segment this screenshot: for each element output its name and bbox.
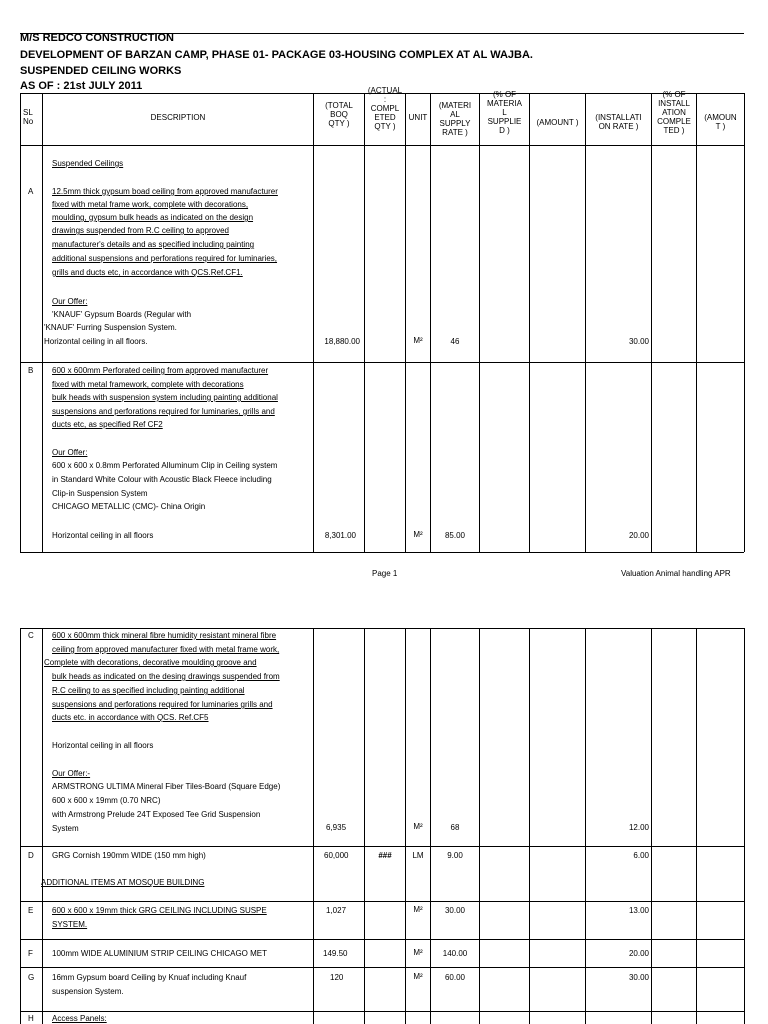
offer-line: Clip-in Suspension System: [52, 489, 148, 498]
col-header-total-boq: (TOTAL BOQ QTY ): [325, 101, 353, 128]
offer-label: Our Offer:-: [52, 769, 91, 778]
item-desc-line: 600 x 600mm thick mineral fibre humidity resistant mineral fibre: [52, 631, 277, 640]
item-desc-line: Access Panels:: [52, 1014, 107, 1023]
item-completed: ###: [378, 851, 392, 860]
table2-col-line: [744, 628, 745, 1024]
item-qty: 6,935: [326, 823, 347, 832]
table1-col-line: [405, 93, 406, 552]
company-name: M/S REDCO CONSTRUCTION: [20, 32, 174, 44]
col-header-material-pct: (% OF MATERIA L SUPPLIE D ): [487, 90, 522, 135]
item-install-rate: 30.00: [628, 337, 649, 346]
table2-col-line: [313, 628, 314, 1024]
offer-line: System: [52, 824, 79, 833]
item-sl: F: [28, 949, 33, 958]
item-material-rate: 140.00: [442, 949, 468, 958]
table1-col-line: [744, 93, 745, 552]
section-title: ADDITIONAL ITEMS AT MOSQUE BUILDING: [41, 878, 205, 887]
offer-line: 'KNAUF' Gypsum Boards (Regular with: [52, 310, 192, 319]
item-sl: G: [28, 973, 35, 982]
item-desc-line: moulding, gypsum bulk heads as indicated on the design: [52, 213, 254, 222]
item-material-rate: 68: [450, 823, 460, 832]
offer-line: 600 x 600 x 0.8mm Perforated Alluminum Clip in Ceiling system: [52, 461, 278, 470]
table1-row-a-bottom: [20, 362, 744, 363]
item-unit: M²: [413, 822, 423, 831]
table1-header-bottom: [20, 145, 744, 146]
table2-col-line: [42, 628, 43, 1024]
item-sl: A: [28, 187, 34, 196]
footer-file-name: Valuation Animal handling APR: [621, 569, 731, 578]
item-unit: M²: [413, 530, 423, 539]
item-material-rate: 85.00: [444, 531, 466, 540]
item-desc-line: Horizontal ceiling in all floors.: [44, 337, 148, 346]
item-install-rate: 12.00: [628, 823, 649, 832]
item-desc-line: grills and ducts etc, in accordance with QCS.Ref.CF1.: [52, 268, 243, 277]
table1-border-bottom: [20, 552, 744, 553]
offer-line: CHICAGO METALLIC (CMC)- China Origin: [52, 502, 206, 511]
table2-row-line: [20, 901, 744, 902]
col-header-unit: UNIT: [408, 113, 428, 122]
table1-col-line: [364, 93, 365, 552]
item-desc-line: ceiling from approved manufacturer fixed with metal frame work,: [52, 645, 280, 654]
table2-row-line: [20, 967, 744, 968]
item-desc-line: 12.5mm thick gypsum boad ceiling from approved manufacturer: [52, 187, 278, 196]
table1-col-line: [479, 93, 480, 552]
item-install-rate: 20.00: [628, 531, 649, 540]
table1-col-line: [696, 93, 697, 552]
table2-row-line: [20, 939, 744, 940]
item-sl: E: [28, 906, 34, 915]
item-material-rate: 60.00: [444, 973, 466, 982]
item-desc-line: 16mm Gypsum board Ceiling by Knuaf including Knauf: [52, 973, 247, 982]
item-desc-line: GRG Cornish 190mm WIDE (150 mm high): [52, 851, 206, 860]
item-desc-line: ducts etc, as specified Ref CF2: [52, 420, 163, 429]
item-sl: H: [28, 1014, 34, 1023]
table2-col-line: [529, 628, 530, 1024]
item-unit: M²: [413, 336, 423, 345]
table1-col-line: [313, 93, 314, 552]
table2-col-line: [651, 628, 652, 1024]
table2-col-line: [696, 628, 697, 1024]
table2-row-line: [20, 846, 744, 847]
item-desc-line: fixed with metal frame work, complete with decorations,: [52, 200, 249, 209]
project-title: DEVELOPMENT OF BARZAN CAMP, PHASE 01- PACKAGE 03-HOUSING COMPLEX AT AL WAJBA.: [20, 49, 533, 61]
col-header-material-rate: (MATERI AL SUPPLY RATE ): [438, 101, 472, 137]
table2-row-line: [20, 1011, 744, 1012]
item-unit: LM: [412, 851, 424, 860]
item-unit: M²: [413, 948, 423, 957]
item-install-rate: 13.00: [628, 906, 649, 915]
item-install-rate: 20.00: [628, 949, 649, 958]
item-desc-line: Complete with decorations, decorative moulding groove and: [44, 658, 257, 667]
offer-label: Our Offer:: [52, 448, 88, 457]
offer-line: with Armstrong Prelude 24T Exposed Tee Grid Suspension: [52, 810, 261, 819]
col-header-install-rate: (INSTALLATI ON RATE ): [595, 113, 642, 131]
item-sl: D: [28, 851, 34, 860]
page-number: Page 1: [372, 569, 398, 578]
item-desc-line: Horizontal ceiling in all floors: [52, 531, 154, 540]
table1-col-line: [529, 93, 530, 552]
report-date: AS OF : 21st JULY 2011: [20, 80, 143, 92]
item-qty: 120: [330, 973, 344, 982]
col-header-install-pct: (% OF INSTALL ATION COMPLE TED ): [657, 90, 691, 135]
item-qty: 149.50: [323, 949, 348, 958]
works-title: SUSPENDED CEILING WORKS: [20, 65, 182, 77]
table1-col-line: [42, 93, 43, 552]
table1-col-line: [20, 93, 21, 552]
item-desc-line: suspensions and perforations required for luminaries grills and: [52, 700, 273, 709]
item-qty: 8,301.00: [324, 531, 356, 540]
item-unit: M²: [413, 905, 423, 914]
item-desc-line: manufacturer's details and as specified including painting: [52, 240, 255, 249]
col-header-amount: (AMOUNT ): [536, 118, 579, 127]
item-qty: 60,000: [324, 851, 349, 860]
item-sl: B: [28, 366, 34, 375]
item-desc-line: additional suspensions and perforations required for luminaries,: [52, 254, 278, 263]
item-desc-line: bulk heads as indicated on the desing drawings suspended from: [52, 672, 280, 681]
offer-label: Our Offer:: [52, 297, 88, 306]
offer-line: in Standard White Colour with Acoustic Black Fleece including: [52, 475, 272, 484]
item-desc-line: 600 x 600 x 19mm thick GRG CEILING INCLUDING SUSPE: [52, 906, 267, 915]
item-material-rate: 46: [450, 337, 460, 346]
table2-col-line: [479, 628, 480, 1024]
col-header-description: DESCRIPTION: [150, 113, 206, 122]
item-desc-line: bulk heads with suspension system including painting additional: [52, 393, 278, 402]
item-material-rate: 9.00: [447, 851, 463, 860]
offer-line: ARMSTRONG ULTIMA Mineral Fiber Tiles-Board (Square Edge): [52, 782, 281, 791]
table1-col-line: [585, 93, 586, 552]
item-qty: 18,880.00: [324, 337, 360, 346]
item-desc-line: 100mm WIDE ALUMINIUM STRIP CEILING CHICAGO MET: [52, 949, 267, 958]
item-sl: C: [28, 631, 34, 640]
section-title: Suspended Ceilings: [52, 159, 124, 168]
item-desc-line: suspensions and perforations required for luminaries, grills and: [52, 407, 275, 416]
item-desc-line: R.C ceiling to as specified including painting additional: [52, 686, 245, 695]
table2-col-line: [364, 628, 365, 1024]
item-desc-line: fixed with metal framework, complete with decorations: [52, 380, 244, 389]
item-material-rate: 30.00: [444, 906, 466, 915]
header-top-rule: [20, 33, 744, 34]
offer-line: 'KNAUF' Furring Suspension System.: [44, 323, 177, 332]
table1-col-line: [651, 93, 652, 552]
item-install-rate: 6.00: [633, 851, 649, 860]
col-header-completed: (ACTUAL : COMPL ETED QTY ): [367, 86, 403, 131]
item-desc-line: suspension System.: [52, 987, 124, 996]
item-install-rate: 30.00: [628, 973, 649, 982]
offer-line: 600 x 600 x 19mm (0.70 NRC): [52, 796, 161, 805]
col-header-sl: SL No: [23, 108, 34, 126]
item-unit: M²: [413, 972, 423, 981]
item-qty: 1,027: [326, 906, 347, 915]
item-desc-line: SYSTEM.: [52, 920, 88, 929]
table2-border-top: [20, 628, 744, 629]
item-desc-line: 600 x 600mm Perforated ceiling from approved manufacturer: [52, 366, 269, 375]
item-desc-line: ducts etc. in accordance with QCS. Ref.CF5: [52, 713, 209, 722]
item-desc-line: drawings suspended from R.C ceiling to approved: [52, 226, 229, 235]
item-desc-line: Horizontal ceiling in all floors: [52, 741, 154, 750]
col-header-amount-2: (AMOUN T ): [704, 113, 737, 131]
table1-col-line: [430, 93, 431, 552]
table2-col-line: [20, 628, 21, 1024]
